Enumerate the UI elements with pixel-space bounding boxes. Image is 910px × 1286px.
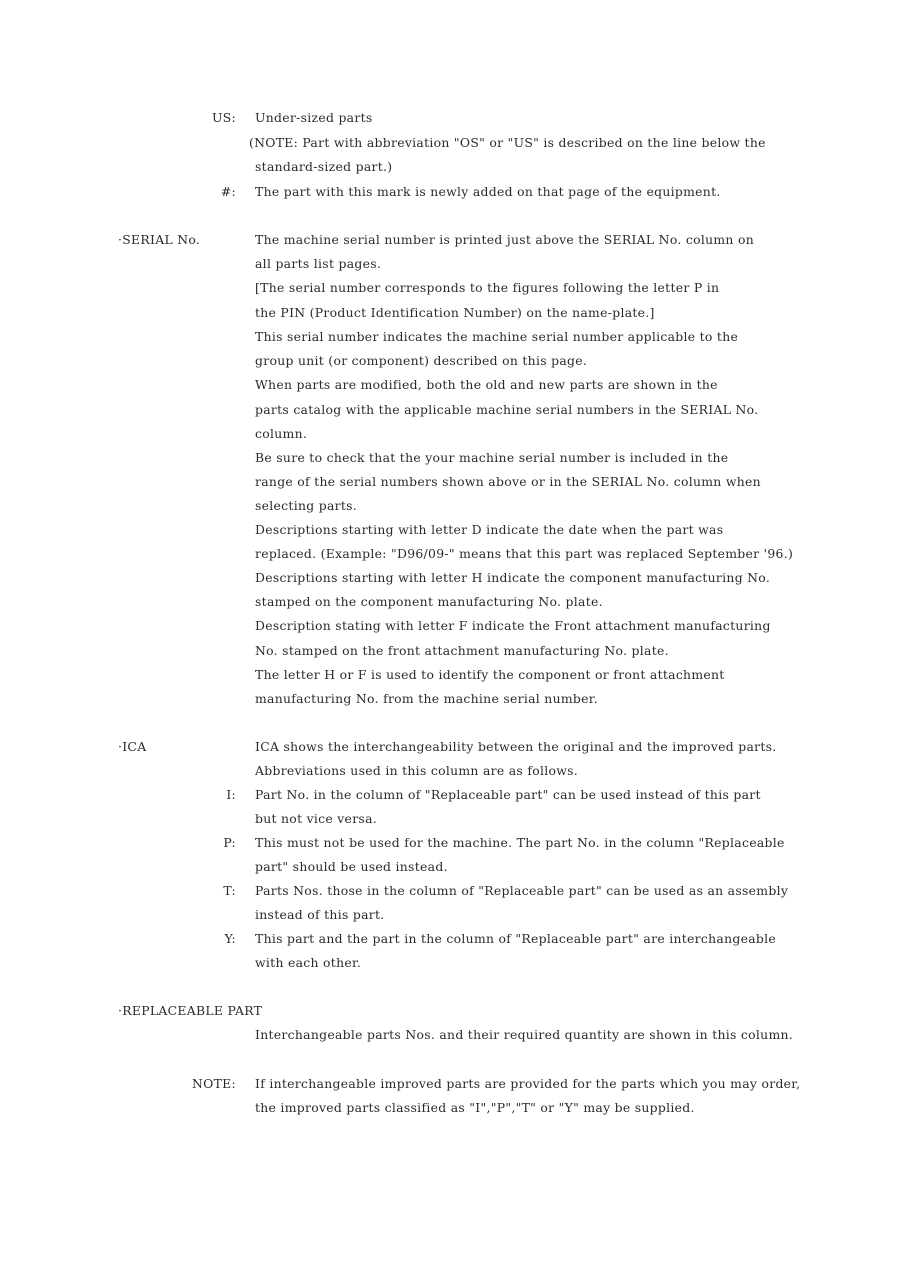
- serial-line: range of the serial numbers shown above or in the SERIAL No. column when: [255, 474, 761, 489]
- serial-line: replaced. (Example: "D96/09-" means that this part was replaced September '96.): [255, 546, 794, 561]
- serial-line: selecting parts.: [255, 498, 358, 513]
- ica-item-label: P:: [223, 835, 236, 850]
- us-text: Under-sized parts: [255, 110, 373, 125]
- hash-text: The part with this mark is newly added on that page of the equipment.: [255, 184, 721, 199]
- serial-line: Description stating with letter F indicate the Front attachment manufacturing: [255, 618, 771, 633]
- ica-item-label: T:: [223, 883, 236, 898]
- serial-line: Descriptions starting with letter D indicate the date when the part was: [255, 522, 724, 537]
- serial-line: The letter H or F is used to identify the component or front attachment: [255, 667, 725, 682]
- serial-line: This serial number indicates the machine serial number applicable to the: [255, 329, 739, 344]
- serial-line: [The serial number corresponds to the figures following the letter P in: [255, 280, 720, 295]
- note-label: NOTE:: [192, 1076, 236, 1091]
- serial-line: manufacturing No. from the machine serial number.: [255, 691, 598, 706]
- ica-item-line-2: but not vice versa.: [255, 811, 378, 826]
- serial-line: the PIN (Product Identification Number) on the name-plate.]: [255, 305, 655, 320]
- ica-heading: ·ICA: [118, 739, 147, 754]
- serial-heading: ·SERIAL No.: [118, 232, 201, 247]
- ica-item-line-2: with each other.: [255, 955, 362, 970]
- us-note-line-2: standard-sized part.): [255, 159, 393, 174]
- ica-item-label: Y:: [224, 931, 236, 946]
- serial-line: The machine serial number is printed just above the SERIAL No. column on: [255, 232, 754, 247]
- us-label: US:: [211, 110, 236, 125]
- ica-item-label: I:: [226, 787, 236, 802]
- serial-line: stamped on the component manufacturing No. plate.: [255, 594, 603, 609]
- serial-line: parts catalog with the applicable machine serial numbers in the SERIAL No.: [255, 402, 759, 417]
- replaceable-text: Interchangeable parts Nos. and their required quantity are shown in this column.: [255, 1027, 794, 1042]
- serial-line: No. stamped on the front attachment manufacturing No. plate.: [255, 643, 669, 658]
- ica-item-line-2: part" should be used instead.: [255, 859, 448, 874]
- ica-intro-line-1: ICA shows the interchangeability between the original and the improved parts.: [255, 739, 777, 754]
- note-line-1: If interchangeable improved parts are provided for the parts which you may order,: [255, 1076, 801, 1091]
- serial-line: group unit (or component) described on this page.: [255, 353, 588, 368]
- serial-line: all parts list pages.: [255, 256, 382, 271]
- ica-item-line-1: This part and the part in the column of "Replaceable part" are interchangeable: [255, 931, 777, 946]
- ica-item-line-1: Part No. in the column of "Replaceable part" can be used instead of this part: [255, 787, 761, 802]
- serial-line: When parts are modified, both the old and new parts are shown in the: [255, 377, 718, 392]
- serial-line: column.: [255, 426, 308, 441]
- replaceable-heading: ·REPLACEABLE PART: [118, 1003, 263, 1018]
- note-line-2: the improved parts classified as "I","P","T" or "Y" may be supplied.: [255, 1100, 695, 1115]
- ica-intro-line-2: Abbreviations used in this column are as follows.: [255, 763, 579, 778]
- serial-line: Descriptions starting with letter H indicate the component manufacturing No.: [255, 570, 771, 585]
- us-note-line-1: (NOTE: Part with abbreviation "OS" or "US" is described on the line below the: [249, 135, 766, 150]
- ica-item-line-1: This must not be used for the machine. The part No. in the column "Replaceable: [255, 835, 785, 850]
- serial-line: Be sure to check that the your machine serial number is included in the: [255, 450, 729, 465]
- ica-item-line-2: instead of this part.: [255, 907, 385, 922]
- hash-label: #:: [220, 184, 236, 199]
- ica-item-line-1: Parts Nos. those in the column of "Replaceable part" can be used as an assembly: [255, 883, 789, 898]
